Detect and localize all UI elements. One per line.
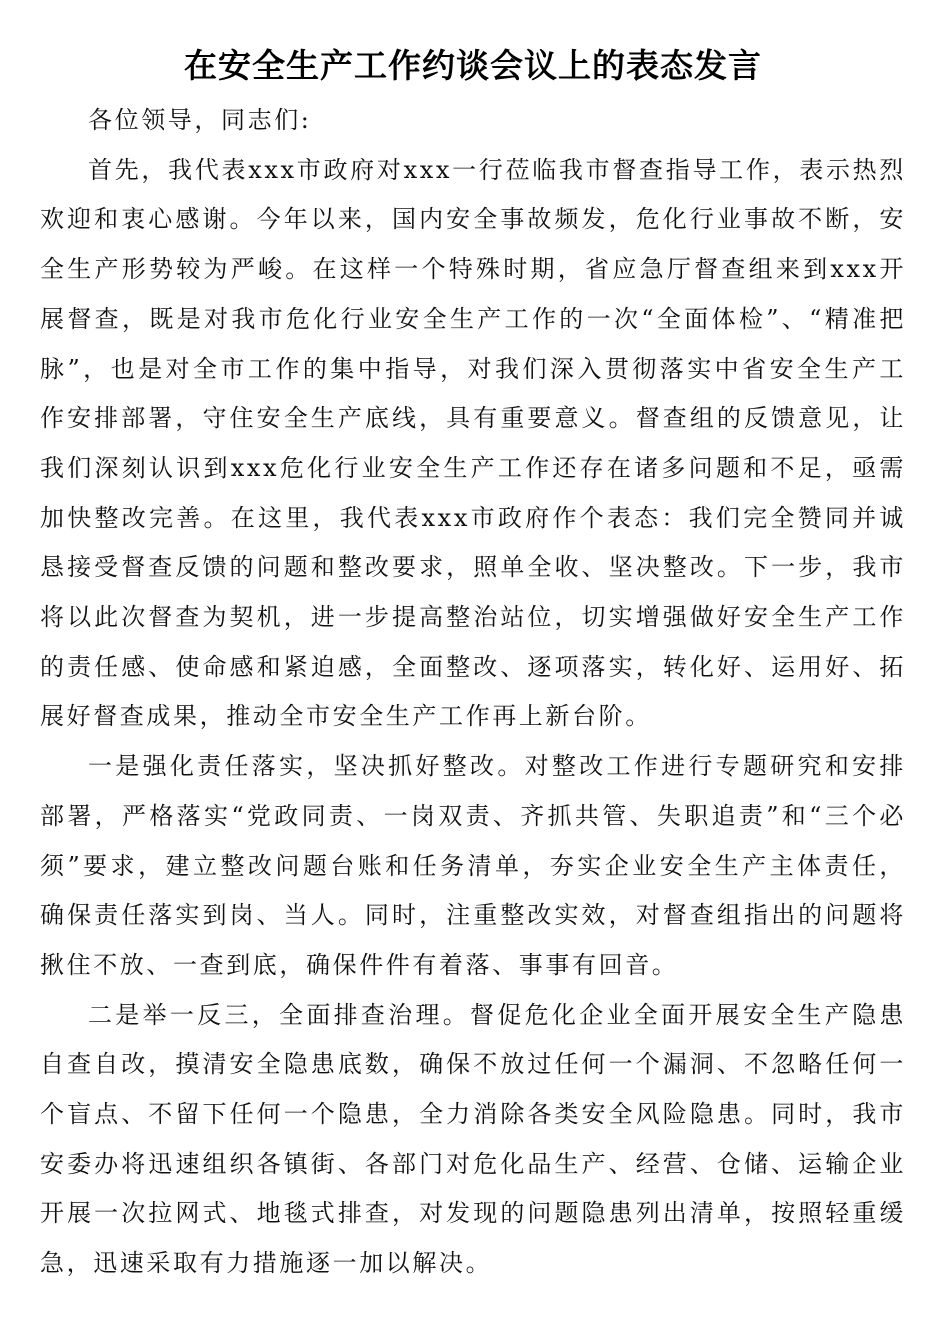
paragraph-point-two: 二是举一反三，全面排查治理。督促危化企业全面开展安全生产隐患自查自改，摸清安全隐患底数，确保不放过任何一个漏洞、不忽略任何一个盲点、不留下任何一个隐患，全力消除各类安全风险隐患。同时，我市安委办将迅速组织各镇街、各部门对危化品生产、经营、仓储、运输企业开展一次拉网式、地毯式排查，对发现的问题隐患列出清单，按照轻重缓急，迅速采取有力措施逐一加以解决。 xyxy=(40,1000,906,1278)
document-page xyxy=(40,38,906,1289)
document-body xyxy=(40,96,906,1289)
paragraph-intro: 首先，我代表xxx市政府对xxx一行莅临我市督查指导工作，表示热烈欢迎和衷心感谢。今年以来，国内安全事故频发，危化行业事故不断，安全生产形势较为严峻。在这样一个特殊时期，省应急厅督查组来到xxx开展督查，既是对我市危化行业安全生产工作的一次“全面体检”、“精准把脉”，也是对全市工作的集中指导，对我们深入贯彻落实中省安全生产工作安排部署，守住安全生产底线，具有重要意义。督查组的反馈意见，让我们深刻认识到xxx危化行业安全生产工作还存在诸多问题和不足，亟需加快整改完善。在这里，我代表xxx市政府作个表态：我们完全赞同并诚恳接受督查反馈的问题和整改要求，照单全收、坚决整改。下一步，我市将以此次督查为契机，进一步提高整治站位，切实增强做好安全生产工作的责任感、使命感和紧迫感，全面整改、逐项落实，转化好、运用好、拓展好督查成果，推动全市安全生产工作再上新台阶。 xyxy=(40,155,906,731)
paragraph-point-one: 一是强化责任落实，坚决抓好整改。对整改工作进行专题研究和安排部署，严格落实“党政同责、一岗双责、齐抓共管、失职追责”和“三个必须”要求，建立整改问题台账和任务清单，夯实企业安全生产主体责任，确保责任落实到岗、当人。同时，注重整改实效，对督查组指出的问题将揪住不放、一查到底，确保件件有着落、事事有回音。 xyxy=(40,752,906,979)
document-title: 在安全生产工作约谈会议上的表态发言 xyxy=(184,46,762,85)
salutation: 各位领导，同志们: xyxy=(88,106,312,134)
